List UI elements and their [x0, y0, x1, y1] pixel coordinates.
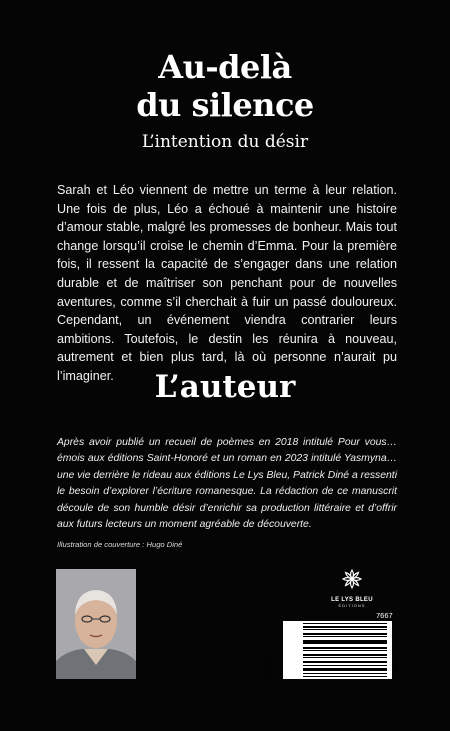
price: 23,00 € — [263, 653, 273, 682]
barcode-panel — [283, 621, 392, 679]
title-line-2: du silence — [136, 86, 314, 124]
author-photo — [56, 569, 136, 679]
publisher-name: LE LYS BLEU — [331, 597, 373, 603]
publisher-logo — [330, 568, 374, 608]
product-code: 7667 — [376, 611, 393, 620]
barcode-icon — [283, 621, 392, 679]
synopsis-text: Sarah et Léo viennent de mettre un terme à leur relation. Une fois de plus, Léo a échoué à maintenir une histoire d’amour stable, malgré les promesses de bonheur. Mais tout change lorsqu’il croise le chemin d’Emma. Pour la première fois, il ressent la capacité de s’engager dans une relation durable et de maîtriser son penchant pour de nouvelles aventures, comme s’il cherchait à fuir un passé douloureux. Cependant, un événement viendra contrarier leurs ambitions. Toutefois, le destin les réunira à nouveau, autrement et bien plus tard, là où personne n’aurait pu l’imaginer. — [57, 183, 397, 383]
lily-flower-icon — [341, 568, 363, 590]
subtitle: L’intention du désir — [141, 132, 309, 152]
author-bio: Après avoir publié un recueil de poèmes en 2018 intitulé Pour vous… émois aux éditions Saint-Honoré et un roman en 2023 intitulé Yasmyna… une vie derrière le rideau aux éditions Le Lys Bleu, Patrick Diné a ressenti le besoin d’explorer l’écriture romanesque. La rédaction de ce manuscrit découle de son humble désir d’enrichir sa production littéraire et d’offrir aux futurs lecteurs un moment agréable de découverte. — [57, 437, 397, 531]
isbn-number: 9 791042 221454 — [393, 632, 400, 682]
title-line-1: Au-delà — [158, 48, 292, 86]
illustration-credit: Illustration de couverture : Hugo Diné — [57, 540, 183, 549]
author-heading: L’auteur — [154, 369, 296, 405]
publisher-sub: ÉDITIONS — [338, 603, 366, 608]
